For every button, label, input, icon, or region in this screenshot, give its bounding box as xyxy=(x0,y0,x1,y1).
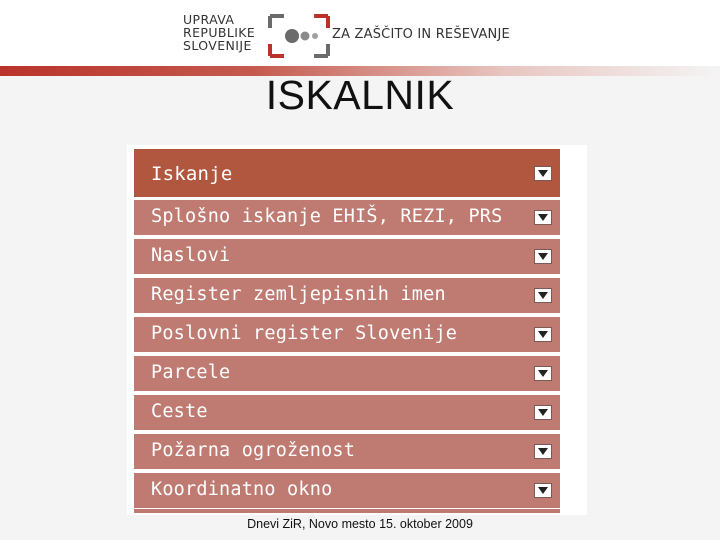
panel-bottom-divider xyxy=(134,509,560,513)
search-item-poslovni-register[interactable] xyxy=(134,317,560,352)
dropdown-arrow-icon[interactable] xyxy=(534,210,552,225)
search-item-label: Poslovni register Slovenije xyxy=(151,323,458,344)
dropdown-arrow-icon[interactable] xyxy=(534,405,552,420)
search-item-label: Splošno iskanje EHIŠ, REZI, PRS xyxy=(151,206,503,227)
page-title: ISKALNIK xyxy=(265,72,455,118)
header xyxy=(0,0,720,66)
search-item-label: Koordinatno okno xyxy=(151,479,333,500)
footer-text: Dnevi ZiR, Novo mesto 15. oktober 2009 xyxy=(247,517,473,531)
org-name-line-1: UPRAVA xyxy=(183,12,235,27)
search-panel xyxy=(127,145,587,515)
search-item-naslovi[interactable] xyxy=(134,239,560,274)
org-name-line-2: REPUBLIKE xyxy=(183,25,256,40)
dropdown-arrow-icon[interactable] xyxy=(534,366,552,381)
org-subtitle: ZA ZAŠČITO IN REŠEVANJE xyxy=(332,27,510,42)
search-item-label: Parcele xyxy=(151,362,231,383)
search-item-parcele[interactable] xyxy=(134,356,560,391)
org-name xyxy=(183,13,255,52)
search-item-label: Naslovi xyxy=(151,245,231,266)
search-panel-heading-label: Iskanje xyxy=(151,163,233,185)
org-name-line-3: SLOVENIJE xyxy=(183,38,252,53)
search-item-label: Požarna ogroženost xyxy=(151,440,356,461)
search-item-register-zemljepisnih-imen[interactable] xyxy=(134,278,560,313)
dropdown-arrow-icon[interactable] xyxy=(534,444,552,459)
search-panel-heading[interactable] xyxy=(134,149,560,197)
dropdown-arrow-icon[interactable] xyxy=(534,327,552,342)
dropdown-arrow-icon[interactable] xyxy=(534,166,552,181)
org-logo-icon xyxy=(268,14,330,58)
dropdown-arrow-icon[interactable] xyxy=(534,249,552,264)
search-item-koordinatno-okno[interactable] xyxy=(134,473,560,508)
search-item-label: Ceste xyxy=(151,401,208,422)
search-item-splosno-iskanje[interactable] xyxy=(134,200,560,235)
dropdown-arrow-icon[interactable] xyxy=(534,288,552,303)
search-item-ceste[interactable] xyxy=(134,395,560,430)
search-item-pozarna-ogrozenost[interactable] xyxy=(134,434,560,469)
dropdown-arrow-icon[interactable] xyxy=(534,483,552,498)
search-item-label: Register zemljepisnih imen xyxy=(151,284,446,305)
